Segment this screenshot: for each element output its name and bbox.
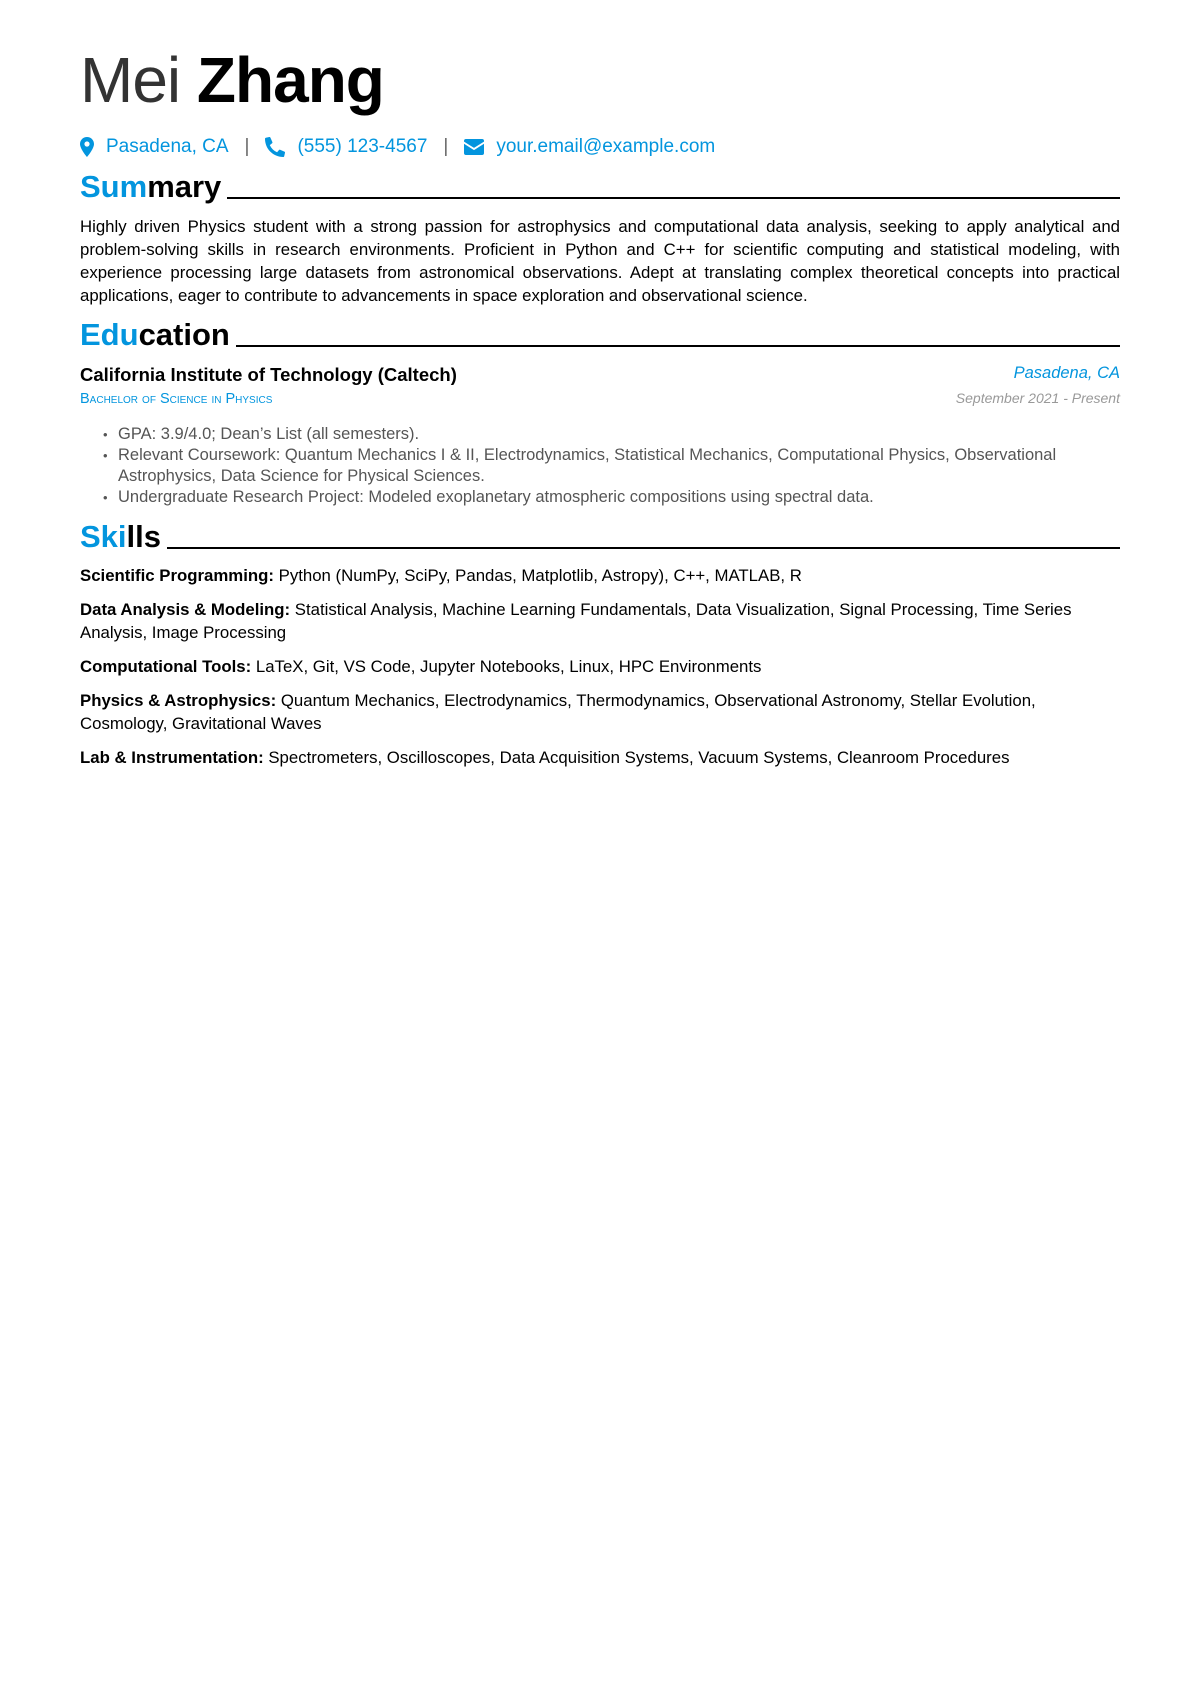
skill-values: LaTeX, Git, VS Code, Jupyter Notebooks, Linux, HPC Environments xyxy=(255,657,762,676)
list-item: • Undergraduate Research Project: Modeled exoplanetary atmospheric compositions using spectral data. xyxy=(80,487,1120,508)
skill-values: Quantum Mechanics, Electrodynamics, Thermodynamics, Observational Astronomy, Stellar Evolution, Cosmology, Gravitational Waves xyxy=(80,691,1036,733)
section-title xyxy=(80,316,230,354)
skills-list xyxy=(80,564,1120,780)
skill-row xyxy=(80,598,1120,644)
list-item: • Relevant Coursework: Quantum Mechanics I & II, Electrodynamics, Statistical Mechanics, Computational Physics, Observational Astrophysics, Data Science for Physical Sciences. xyxy=(80,445,1120,487)
title-rest: cation xyxy=(138,317,230,352)
skill-category: Lab & Instrumentation: xyxy=(80,748,264,767)
email-link: your.email@example.com xyxy=(496,136,716,157)
contact-location xyxy=(80,136,229,158)
education-heading xyxy=(80,316,1120,354)
skill-row xyxy=(80,689,1120,735)
section-title xyxy=(80,168,221,206)
education-details xyxy=(80,424,1120,508)
map-marker-icon xyxy=(80,137,106,157)
section-rule xyxy=(167,547,1120,549)
location-text: Pasadena, CA xyxy=(106,136,229,157)
school-name: California Institute of Technology (Caltech) xyxy=(80,364,457,385)
title-accent: Sum xyxy=(80,169,148,204)
contact-email[interactable] xyxy=(464,136,715,158)
skill-values: Spectrometers, Oscilloscopes, Data Acquisition Systems, Vacuum Systems, Cleanroom Procedures xyxy=(268,748,1010,767)
skill-values: Python (NumPy, SciPy, Pandas, Matplotlib, Astropy), C++, MATLAB, R xyxy=(278,566,802,585)
last-name: Zhang xyxy=(196,44,384,116)
first-name: Mei xyxy=(80,44,181,116)
phone-text: (555) 123-4567 xyxy=(297,136,428,157)
envelope-icon xyxy=(464,139,496,155)
school-location: Pasadena, CA xyxy=(1013,364,1120,382)
education-dates: September 2021 - Present xyxy=(955,390,1120,406)
skill-values: Statistical Analysis, Machine Learning Fundamentals, Data Visualization, Signal Processing, Time Series Analysis, Image Processing xyxy=(80,600,1072,642)
skills-heading xyxy=(80,518,1120,556)
title-rest: lls xyxy=(126,519,161,554)
candidate-name xyxy=(80,40,384,120)
title-accent: Edu xyxy=(80,317,139,352)
skill-category: Physics & Astrophysics: xyxy=(80,691,277,710)
contact-phone[interactable] xyxy=(265,136,427,158)
skill-row xyxy=(80,746,1120,769)
title-rest: mary xyxy=(147,169,222,204)
skill-category: Scientific Programming: xyxy=(80,566,274,585)
section-rule xyxy=(236,345,1120,347)
skill-row xyxy=(80,564,1120,587)
phone-icon xyxy=(265,137,297,157)
education-entry-header xyxy=(80,364,1120,390)
separator: | xyxy=(244,136,250,157)
education-entry-subheader xyxy=(80,390,1120,412)
summary-text: Highly driven Physics student with a strong passion for astrophysics and computational data analysis, seeking to apply analytical and problem-solving skills in research environments. Proficient in Python and C++ for scientific computing and statistical modeling, with experience processing large datasets from astronomical observations. Adept at translating complex theoretical concepts into practical applications, eager to contribute to advancements in space exploration and observational science. xyxy=(80,217,1120,305)
contact-bar xyxy=(80,134,715,160)
section-title xyxy=(80,518,161,556)
degree: Bachelor of Science in Physics xyxy=(80,391,273,407)
title-accent: Ski xyxy=(80,519,127,554)
skill-category: Data Analysis & Modeling: xyxy=(80,600,291,619)
summary-heading xyxy=(80,168,1120,206)
list-item: • GPA: 3.9/4.0; Dean’s List (all semesters). xyxy=(80,424,1120,445)
skill-category: Computational Tools: xyxy=(80,657,252,676)
separator: | xyxy=(443,136,449,157)
skill-row xyxy=(80,655,1120,678)
section-rule xyxy=(227,197,1120,199)
